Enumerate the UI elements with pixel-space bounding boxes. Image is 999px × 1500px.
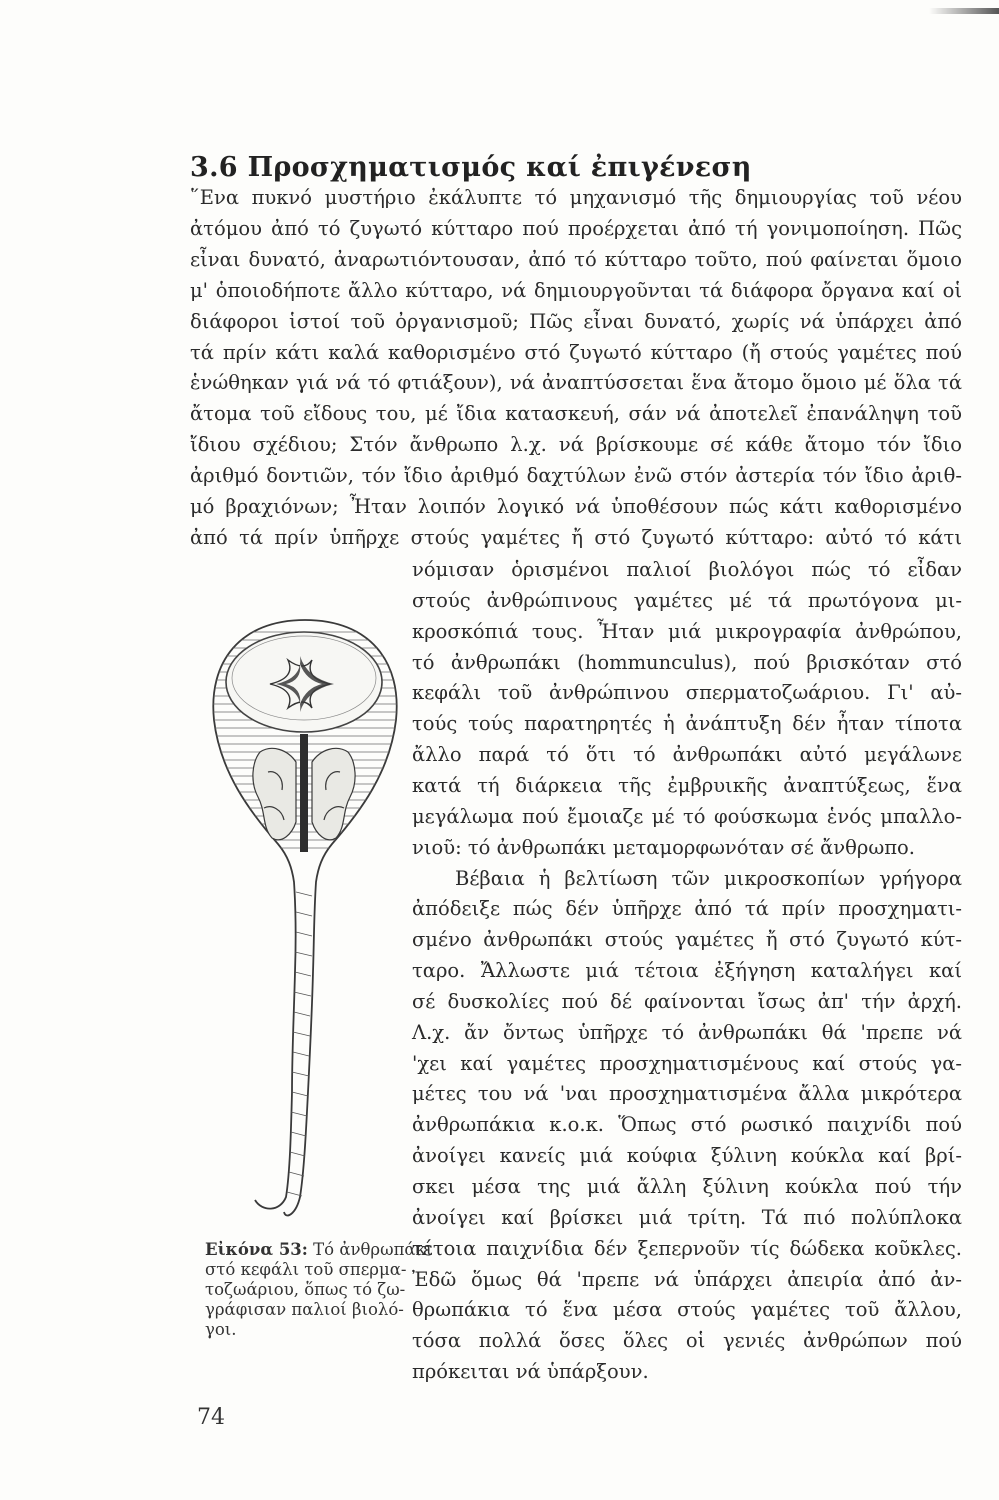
text-line: τό ἀνθρωπάκι (hommunculus), πού βρισκόταν στό — [412, 650, 962, 674]
text-line: νόμισαν ὁρισμένοι παλιοί βιολόγοι πώς τό εἶδαν — [412, 558, 962, 581]
text-line: ταρο. Ἄλλωστε μιά τέτοια ἐξήγηση καταλήγει καί — [412, 959, 962, 983]
text-line: θρωπάκια τό ἕνα μέσα στούς γαμέτες τοῦ ἄλλου, — [412, 1298, 962, 1322]
text-line: ἀτόμου ἀπό τό ζυγωτό κύτταρο πού προέρχεται ἀπό τή γονιμοποίηση. Πῶς — [190, 216, 962, 240]
text-line: ἀνοίγει κανείς μιά κούφια ξύλινη κούκλα καί βρί- — [412, 1144, 962, 1168]
caption-line: Τό ἀνθρωπάκι — [313, 1240, 433, 1259]
text-line: ἑνώθηκαν γιά νά τό φτιάξουν), νά ἀναπτύσσεται ἕνα ἄτομο ὅμοιο μέ ὅλα τά — [190, 371, 962, 395]
text-line: ἀπό τά πρίν ὑπῆρχε στούς γαμέτες ἤ στό ζυγωτό κύτταρο: αὐτό τό κάτι — [190, 525, 962, 549]
caption-line: γράφισαν παλιοί βιολό- — [205, 1300, 404, 1319]
text-line: Βέβαια ἡ βελτίωση τῶν μικροσκοπίων γρήγορα — [455, 866, 962, 890]
text-line: νιοῦ: τό ἀνθρωπάκι μεταμορφωνόταν σέ ἄνθρωπο. — [412, 835, 915, 859]
text-line: κατά τή διάρκεια τῆς ἐμβρυικῆς ἀναπτύξεως, ἕνα — [412, 773, 962, 797]
text-line: μέτες του νά 'ναι προσχηματισμένα ἄλλα μικρότερα — [412, 1082, 962, 1106]
section-title: 3.6 Προσχηματισμός καί ἐπιγένεση — [190, 152, 752, 183]
text-line: σέ δυσκολίες πού δέ φαίνονται ἴσως ἀπ' τήν ἀρχή. — [412, 989, 962, 1013]
text-line: μ' ὁποιοδήποτε ἄλλο κύτταρο, νά δημιουργοῦνται τά διάφορα ὄργανα καί οἱ — [190, 278, 962, 302]
text-line: εἶναι δυνατό, ἀναρωτιόντουσαν, ἀπό τό κύτταρο τοῦτο, πού φαίνεται ὅμοιο — [190, 247, 962, 271]
text-line: στούς ἀνθρώπινους γαμέτες μέ τά πρωτόγονα μι- — [412, 588, 962, 612]
text-line: κεφάλι τοῦ ἀνθρώπινου σπερματοζωάριου. Γι' αὐ- — [412, 681, 962, 705]
text-line: ἀνοίγει καί βρίσκει μιά τρίτη. Τά πιό πολύπλοκα — [412, 1205, 962, 1229]
text-line: ἴδιου σχέδιου; Στόν ἄνθρωπο λ.χ. νά βρίσκουμε σέ κάθε ἄτομο τόν ἴδιο — [190, 433, 962, 457]
caption-line: στό κεφάλι τοῦ σπερμα- — [205, 1260, 407, 1279]
text-line: Λ.χ. ἄν ὄντως ὑπῆρχε τό ἀνθρωπάκι θά 'πρεπε νά — [412, 1020, 962, 1044]
text-line: σμένο ἀνθρωπάκι στούς γαμέτες ἤ στό ζυγωτό κύτ- — [412, 928, 962, 952]
text-line: ἄλλο παρά τό ὅτι τό ἀνθρωπάκι αὐτό μεγάλωνε — [412, 743, 962, 767]
text-line: τέτοια παιχνίδια δέν ξεπερνοῦν τίς δώδεκα κοῦκλες. — [412, 1236, 962, 1260]
text-line: ἀνθρωπάκια κ.ο.κ. Ὅπως στό ρωσικό παιχνίδι πού — [412, 1113, 962, 1137]
text-line: 'χει καί γαμέτες προσχηματισμένους καί στούς γα- — [412, 1051, 962, 1075]
text-line: τόσα πολλά ὅσες ὅλες οἱ γενιές ἀνθρώπων πού — [412, 1329, 962, 1353]
text-line: κροσκόπιά τους. Ἦταν μιά μικρογραφία ἀνθρώπου, — [412, 619, 962, 643]
figure-caption — [205, 1240, 433, 1340]
text-line: μό βραχιόνων; Ἦταν λοιπόν λογικό νά ὑποθέσουν πώς κάτι καθορισμένο — [190, 495, 962, 518]
text-line: σκει μέσα της μιά ἄλλη ξύλινη κούκλα πού τήν — [412, 1175, 962, 1198]
text-line: μεγάλωμα πού ἔμοιαζε μέ τό φούσκωμα ἑνός μπαλλο- — [412, 804, 962, 828]
text-line: ἀπόδειξε πώς δέν ὑπῆρχε ἀπό τά πρίν προσχηματι- — [412, 897, 962, 921]
text-line: πρόκειται νά ὑπάρξουν. — [412, 1360, 649, 1384]
text-line: Ἐδῶ ὅμως θά 'πρεπε νά ὑπάρχει ἀπειρία ἀπό ἀν- — [412, 1267, 962, 1291]
homunculus-illustration — [200, 612, 410, 1222]
text-line: τά πρίν κάτι καλά καθορισμένο στό ζυγωτό κύτταρο (ἤ στούς γαμέτες πού — [190, 340, 962, 364]
text-line: ἄτομα τοῦ εἴδους του, μέ ἴδια κατασκευή, σάν νά ἀποτελεῖ ἐπανάληψη τοῦ — [190, 402, 962, 426]
text-line: ἀριθμό δοντιῶν, τόν ἴδιο ἀριθμό δαχτύλων ἐνῶ στόν ἀστερία τόν ἴδιο ἀριθ- — [190, 464, 962, 488]
caption-label: Εἰκόνα 53: — [205, 1240, 308, 1259]
caption-line: τοζωάριου, ὅπως τό ζω- — [205, 1280, 406, 1299]
caption-line: γοι. — [205, 1320, 237, 1339]
scan-corner-mark — [929, 8, 999, 14]
text-line: ῞Ενα πυκνό μυστήριο ἐκάλυπτε τό μηχανισμό τῆς δημιουργίας τοῦ νέου — [190, 186, 962, 209]
text-line: διάφοροι ἱστοί τοῦ ὀργανισμοῦ; Πῶς εἶναι δυνατό, χωρίς νά ὑπάρχει ἀπό — [190, 309, 962, 333]
page-number: 74 — [197, 1405, 225, 1430]
text-line: τούς τούς παρατηρητές ἡ ἀνάπτυξη δέν ἦταν τίποτα — [412, 712, 962, 736]
